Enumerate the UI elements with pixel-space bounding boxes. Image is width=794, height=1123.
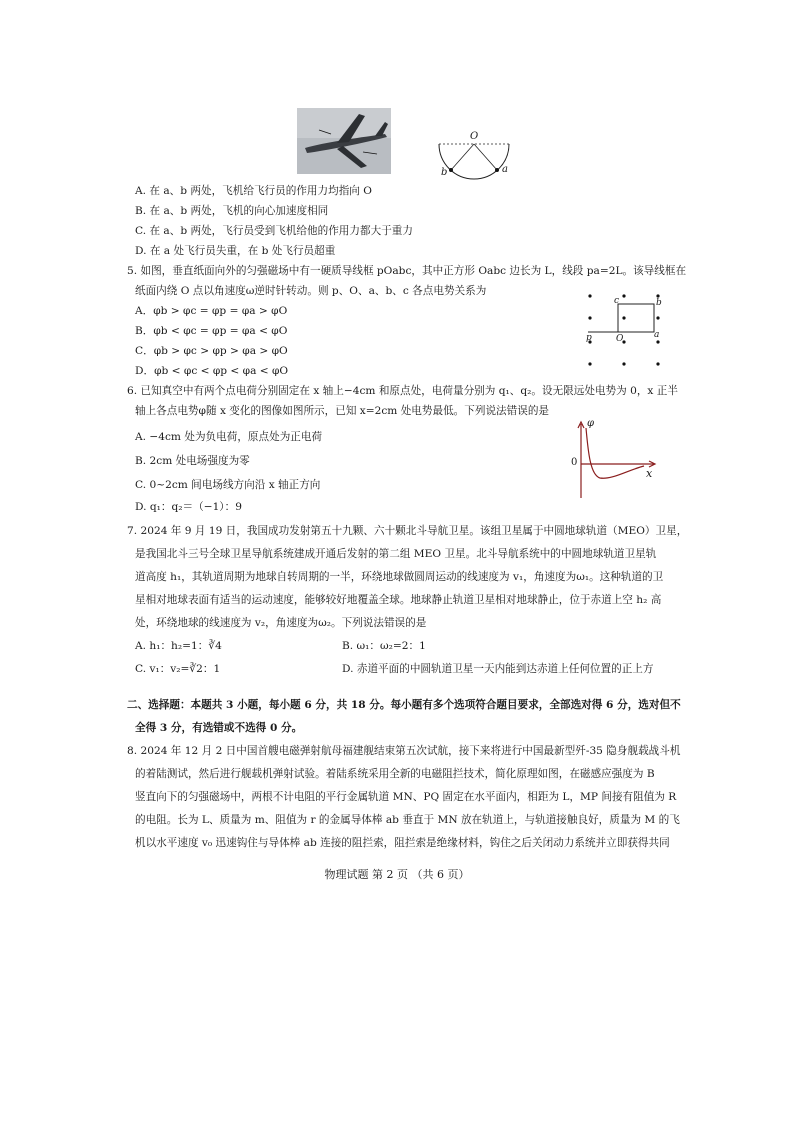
q7-stem-line-1: 7. 2024 年 9 月 19 日，我国成功发射第五十九颗、六十颗北斗导航卫星。该组卫星属于中圆地球轨道（MEO）卫星，	[127, 525, 688, 537]
q6-stem-line-2: 轴上各点电势φ随 x 变化的图像如图所示，已知 x=2cm 处电势最低。下列说法错误的是	[135, 405, 550, 417]
q4-option-c: C. 在 a、b 两处，飞行员受到飞机给他的作用力都大于重力	[135, 225, 413, 237]
q7-option-a: A. h₁：h₂=1：∛4	[135, 640, 222, 652]
page-footer: 物理试题 第 2 页 （共 6 页）	[324, 868, 470, 881]
q6-option-b: B. 2cm 处电场强度为零	[135, 455, 250, 467]
semicircle-diagram	[436, 131, 516, 184]
label-a: a	[654, 330, 660, 340]
label-b: b	[441, 167, 448, 178]
q7-stem-line-2: 是我国北斗三号全球卫星导航系统建成开通后发射的第二组 MEO 卫星。北斗导航系统中的中圆地球轨道卫星轨	[135, 548, 657, 560]
q6-stem-line-1: 6. 已知真空中有两个点电荷分别固定在 x 轴上−4cm 和原点处，电荷量分别为 q₁、q₂。设无限远处电势为 0，x 正半	[127, 385, 678, 397]
q6-option-a: A. −4cm 处为负电荷，原点处为正电荷	[135, 431, 323, 443]
q7-stem-line-3: 道高度 h₁，其轨道周期为地球自转周期的一半，环绕地球做圆周运动的线速度为 v₁，角速度为ω₁。这种轨道的卫	[135, 571, 664, 583]
section-2-header-line-2: 全得 3 分，有选错或不选得 0 分。	[135, 722, 303, 734]
q7-option-b: B. ω₁：ω₂=2：1	[342, 640, 426, 652]
axis-label-x: x	[646, 467, 653, 480]
q4-option-b: B. 在 a、b 两处，飞机的向心加速度相同	[135, 205, 329, 217]
wire-frame-diagram	[584, 288, 668, 368]
label-c: c	[614, 296, 620, 306]
label-b: b	[656, 298, 662, 308]
q5-option-a: A．φb > φc = φp = φa > φO	[135, 305, 288, 317]
label-p: p	[586, 333, 592, 343]
q7-option-d: D. 赤道平面的中圆轨道卫星一天内能到达赤道上任何位置的正上方	[342, 663, 654, 675]
q6-option-c: C. 0~2cm 间电场线方向沿 x 轴正方向	[135, 479, 321, 491]
axis-label-phi: φ	[587, 418, 595, 429]
label-o: O	[470, 131, 479, 142]
q5-option-c: C．φb > φc > φp > φa > φO	[135, 345, 288, 357]
q7-stem-line-4: 星相对地球表面有适当的运动速度，能够较好地覆盖全球。地球静止轨道卫星相对地球静止，位于赤道上空 h₂ 高	[135, 594, 662, 606]
q5-stem-line-1: 5. 如图，垂直纸面向外的匀强磁场中有一硬质导线框 pOabc，其中正方形 Oabc 边长为 L，线段 pa=2L。该导线框在	[127, 265, 687, 277]
label-o: O	[616, 334, 624, 344]
q8-stem-line-4: 的电阻。长为 L、质量为 m、阻值为 r 的金属导体棒 ab 垂直于 MN 放在轨道上，与轨道接触良好，质量为 M 的飞	[135, 814, 680, 826]
q6-option-d: D. q₁：q₂＝（−1）：9	[135, 501, 242, 513]
q8-stem-line-2: 的着陆测试，然后进行舰载机弹射试验。着陆系统采用全新的电磁阻拦技术，简化原理如图，在磁感应强度为 B	[135, 768, 655, 780]
section-2-header-line-1: 二、选择题：本题共 3 小题，每小题 6 分，共 18 分。每小题有多个选项符合题目要求，全部选对得 6 分，选对但不	[127, 699, 681, 711]
q5-stem-line-2: 纸面内绕 O 点以角速度ω逆时针转动。则 p、O、a、b、c 各点电势关系为	[135, 285, 487, 297]
q8-stem-line-3: 竖直向下的匀强磁场中，两根不计电阻的平行金属轨道 MN、PQ 固定在水平面内，相距为 L，MP 间接有阻值为 R	[135, 791, 677, 803]
q7-stem-line-5: 处，环绕地球的线速度为 v₂，角速度为ω₂。下列说法错误的是	[135, 617, 427, 629]
q4-option-d: D. 在 a 处飞行员失重，在 b 处飞行员超重	[135, 245, 336, 257]
q4-option-a: A. 在 a、b 两处，飞机给飞行员的作用力均指向 O	[135, 185, 372, 197]
label-a: a	[502, 164, 508, 175]
q8-stem-line-5: 机以水平速度 v₀ 迅速钩住与导体棒 ab 连接的阻拦索，阻拦索是绝缘材料，钩住之后关闭动力系统并立即获得共同	[135, 837, 670, 849]
q8-stem-line-1: 8. 2024 年 12 月 2 日中国首艘电磁弹射航母福建舰结束第五次试航，接下来将进行中国最新型歼-35 隐身舰载战斗机	[127, 745, 681, 757]
q7-option-c: C. v₁：v₂=∛2：1	[135, 663, 221, 675]
axis-label-zero: 0	[571, 457, 578, 468]
q5-option-b: B．φb < φc = φp = φa < φO	[135, 325, 288, 337]
airplane-photo	[297, 108, 391, 174]
potential-graph	[566, 420, 662, 502]
q5-option-d: D．φb < φc < φp < φa < φO	[135, 365, 289, 377]
